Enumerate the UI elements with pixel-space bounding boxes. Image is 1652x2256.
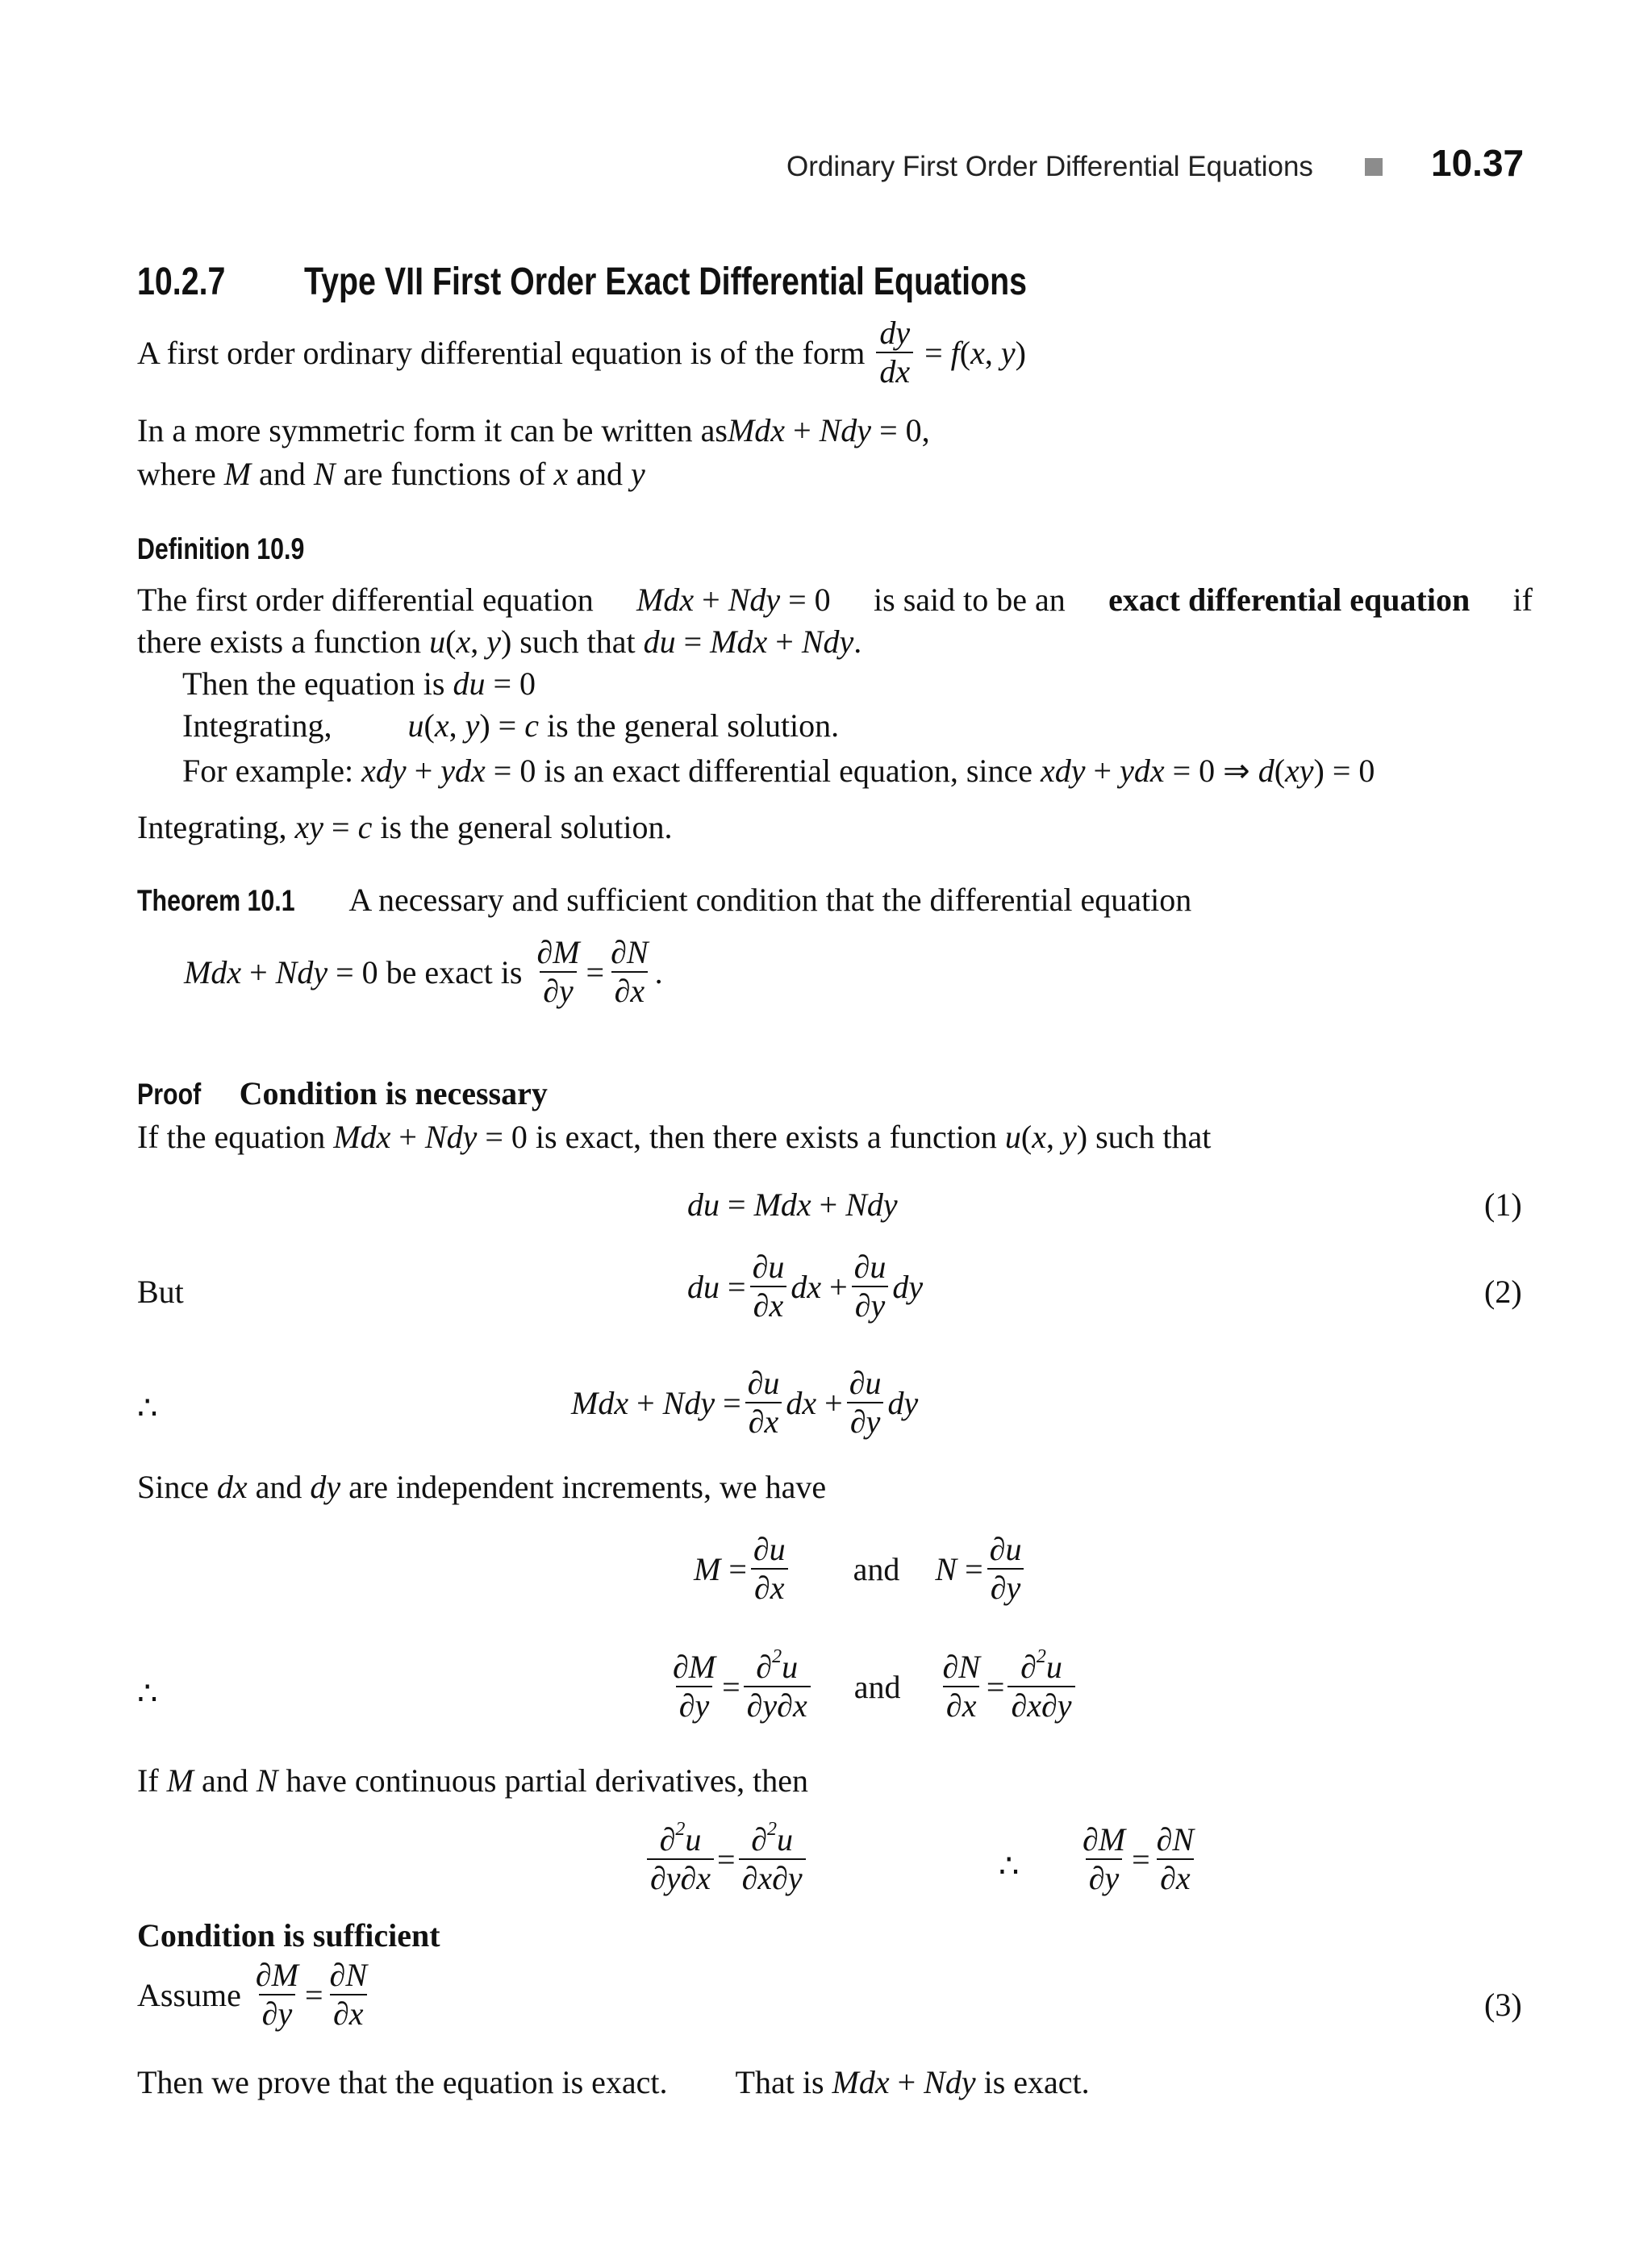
therefore-symbol-3: ∴ [999, 1848, 1020, 1884]
running-title: Ordinary First Order Differential Equations [786, 151, 1313, 182]
definition-line-3: Then the equation is du = 0 [182, 665, 536, 702]
equation-m-n: M = $\frac{\partial u}{\partial x}$ and N = $\frac{\partial u}{\partial y}$ [694, 1532, 1028, 1605]
header-square-icon [1365, 158, 1383, 176]
exact-term: exact differential equation [1108, 582, 1471, 618]
therefore-symbol-1: ∴ [137, 1390, 158, 1426]
continuous-line: If M and N have continuous partial derivatives, then [137, 1762, 808, 1799]
equation-1: du = Mdx + Ndy [687, 1186, 898, 1223]
theorem-line-1: Theorem 10.1 A necessary and sufficient condition that the differential equation [137, 882, 1192, 918]
definition-line-4: Integrating, u(x, y) = c is the general solution. [182, 707, 840, 744]
definition-line-5: For example: xdy + ydx = 0 is an exact differential equation, since xdy + ydx = 0 ⇒ d(xy) = 0 [182, 753, 1375, 789]
theorem-label: Theorem 10.1 [137, 884, 295, 917]
intro-text: A first order ordinary differential equation is of the form [137, 334, 866, 371]
page-number: 10.37 [1431, 142, 1525, 184]
proof-line-1: If the equation Mdx + Ndy = 0 is exact, then there exists a function u(x, y) such that [137, 1119, 1212, 1155]
definition-line-6: Integrating, xy = c is the general solution. [137, 809, 673, 845]
theorem-line-2: Mdx + Ndy = 0 be exact is $\frac{\partial M}{\partial y}$ = $\frac{\partial N}{\partial x}$ . [184, 934, 663, 1009]
assume-line: Assume $\frac{\partial M}{\partial y}$ = $\frac{\partial N}{\partial x}$ [137, 1957, 367, 2032]
sufficient-heading: Condition is sufficient [137, 1917, 440, 1954]
section-number: 10.2.7 [137, 261, 226, 303]
equation-2: du = $\frac{\partial u}{\partial x}$ dx + $\frac{\partial u}{\partial y}$ dy [687, 1249, 924, 1324]
proof-heading: Proof Condition is necessary [137, 1075, 548, 1111]
equation-number-3: (3) [1484, 1987, 1522, 2023]
therefore-symbol-2: ∴ [137, 1675, 158, 1712]
since-line: Since dx and dy are independent increments, we have [137, 1469, 827, 1505]
definition-line-2: there exists a function u(x, y) such that du = Mdx + Ndy. [137, 623, 862, 660]
intro-line-1: A first order ordinary differential equation is of the form $\frac{dy}{dx}$ = f(x, y) [137, 315, 1026, 390]
section-heading [137, 260, 1186, 304]
equation-combined: Mdx + Ndy = $\frac{\partial u}{\partial x}$ dx + $\frac{\partial u}{\partial y}$ dy [571, 1365, 919, 1440]
equation-number-1: (1) [1484, 1186, 1522, 1223]
definition-line-1: The first order differential equation Mdx + Ndy = 0 is said to be an exact differential equation if [137, 582, 1533, 618]
dy-dx-fraction: $\frac{dy}{dx}$ [876, 316, 913, 389]
section-title: Type VII First Order Exact Differential Equations [304, 261, 1028, 303]
equation-second-derivatives: $\frac{\partial M}{\partial y}$ = $\frac{\partial^2u}{\partial y\partial x}$ and $\frac{\partial N}{\partial x}$ = $\frac{\partial^2u}{\partial x\partial y}$ [666, 1650, 1078, 1723]
last-line: Then we prove that the equation is exact. That is Mdx + Ndy is exact. [137, 2064, 1090, 2100]
equation-number-2: (2) [1484, 1274, 1522, 1310]
intro-line-3: where M and N are functions of x and y [137, 456, 645, 492]
definition-label: Definition 10.9 [137, 532, 305, 565]
equation-mixed-partials: $\frac{\partial^2u}{\partial y\partial x}$ = $\frac{\partial^2u}{\partial x\partial y}$ [644, 1823, 809, 1895]
but-label: But [137, 1274, 184, 1310]
equation-exact-condition: $\frac{\partial M}{\partial y}$ = $\frac{\partial N}{\partial x}$ [1083, 1821, 1195, 1896]
intro-line-2: In a more symmetric form it can be written asMdx + Ndy = 0, [137, 412, 930, 448]
